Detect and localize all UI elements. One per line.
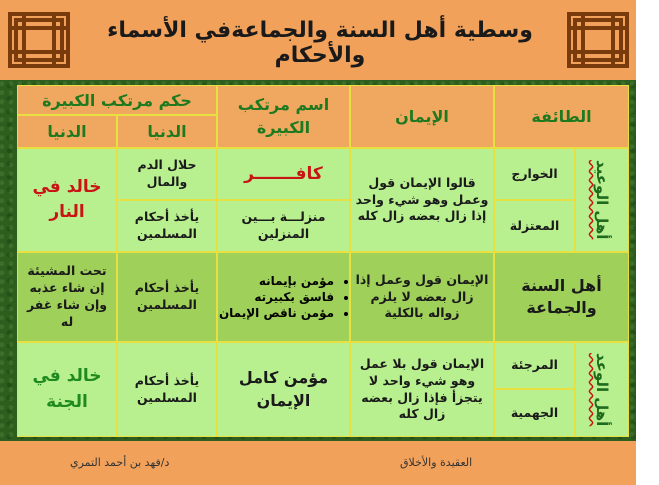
header-iman: الإيمان	[350, 85, 494, 148]
header-dunya: الدنيا	[117, 115, 217, 148]
side-label-waed-text: أهل الوعد	[593, 352, 611, 427]
cell-kafir	[217, 148, 350, 200]
header-sect: الطائفة	[494, 85, 629, 148]
bullet-mumin: • مؤمن بإيمانه	[219, 273, 334, 289]
cell-khalid-nar	[17, 148, 117, 252]
header-ruling-perpetrator: حكم مرتكب الكبيرة	[17, 85, 217, 115]
footer-course: العقيدة والأخلاق	[400, 456, 473, 469]
window-edge	[636, 0, 659, 485]
cell-murjia: المرجئة	[494, 342, 575, 389]
cell-mutazila: المعتزلة	[494, 200, 575, 252]
cell-mashia: تحت المشيئة إن شاء عذبه وإن شاء غفر له	[17, 252, 117, 342]
footer-author: د/فهد بن أحمد التمري	[70, 456, 170, 469]
cell-ahl-sunna: أهل السنة والجماعة	[494, 252, 629, 342]
side-label-waed	[575, 342, 629, 437]
knot-ornament-right-icon	[563, 8, 633, 72]
header-dunya-2: الدنيا	[17, 115, 117, 148]
knot-ornament-left-icon	[4, 8, 74, 72]
khalid-nar-text: خالد في النار	[32, 176, 102, 222]
kafir-text: كافـــــــر	[244, 164, 323, 184]
slide-title: وسطية أهل السنة والجماعةفي الأسماء والأحكام	[107, 18, 533, 68]
khalid-janna-text: خالد في الجنة	[32, 366, 102, 412]
cell-iman-sunna: الإيمان قول وعمل إذا زال بعضه لا يلزم زواله بالكلية	[350, 252, 494, 342]
cell-sunna-bullets	[217, 252, 350, 342]
comparison-table	[17, 85, 629, 437]
side-label-waeed	[575, 148, 629, 252]
header-name-perpetrator: اسم مرتكب الكبيرة	[217, 85, 350, 148]
side-label-waeed-text: أهل الوعيد	[593, 160, 611, 240]
cell-khalid-janna	[17, 342, 117, 437]
cell-yakhudh-2: يأخذ أحكام المسلمين	[117, 342, 217, 437]
sunna-bullet-list	[219, 273, 348, 322]
cell-yakhudh-sunna: يأخذ أحكام المسلمين	[117, 252, 217, 342]
bullet-naqis: • مؤمن ناقص الإيمان	[219, 305, 334, 321]
cell-jahmiyya: الجهمية	[494, 389, 575, 437]
cell-halal: حلال الدم والمال	[117, 148, 217, 200]
cell-iman-group2: الإيمان قول بلا عمل وهو شيء واحد لا يتجزأ فإذا زال بعضه زال كله	[350, 342, 494, 437]
cell-mumin-kamil: مؤمن كامل الإيمان	[217, 342, 350, 437]
cell-iman-group1: قالوا الإيمان قول وعمل وهو شيء واحد إذا زال بعضه زال كله	[350, 148, 494, 252]
cell-yakhudh-1: يأخذ أحكام المسلمين	[117, 200, 217, 252]
cell-manzila: منزلـــة بـــين المنزلين	[217, 200, 350, 252]
cell-khawarij: الخوارج	[494, 148, 575, 200]
bullet-fasiq: • فاسق بكبيرته	[219, 289, 334, 305]
